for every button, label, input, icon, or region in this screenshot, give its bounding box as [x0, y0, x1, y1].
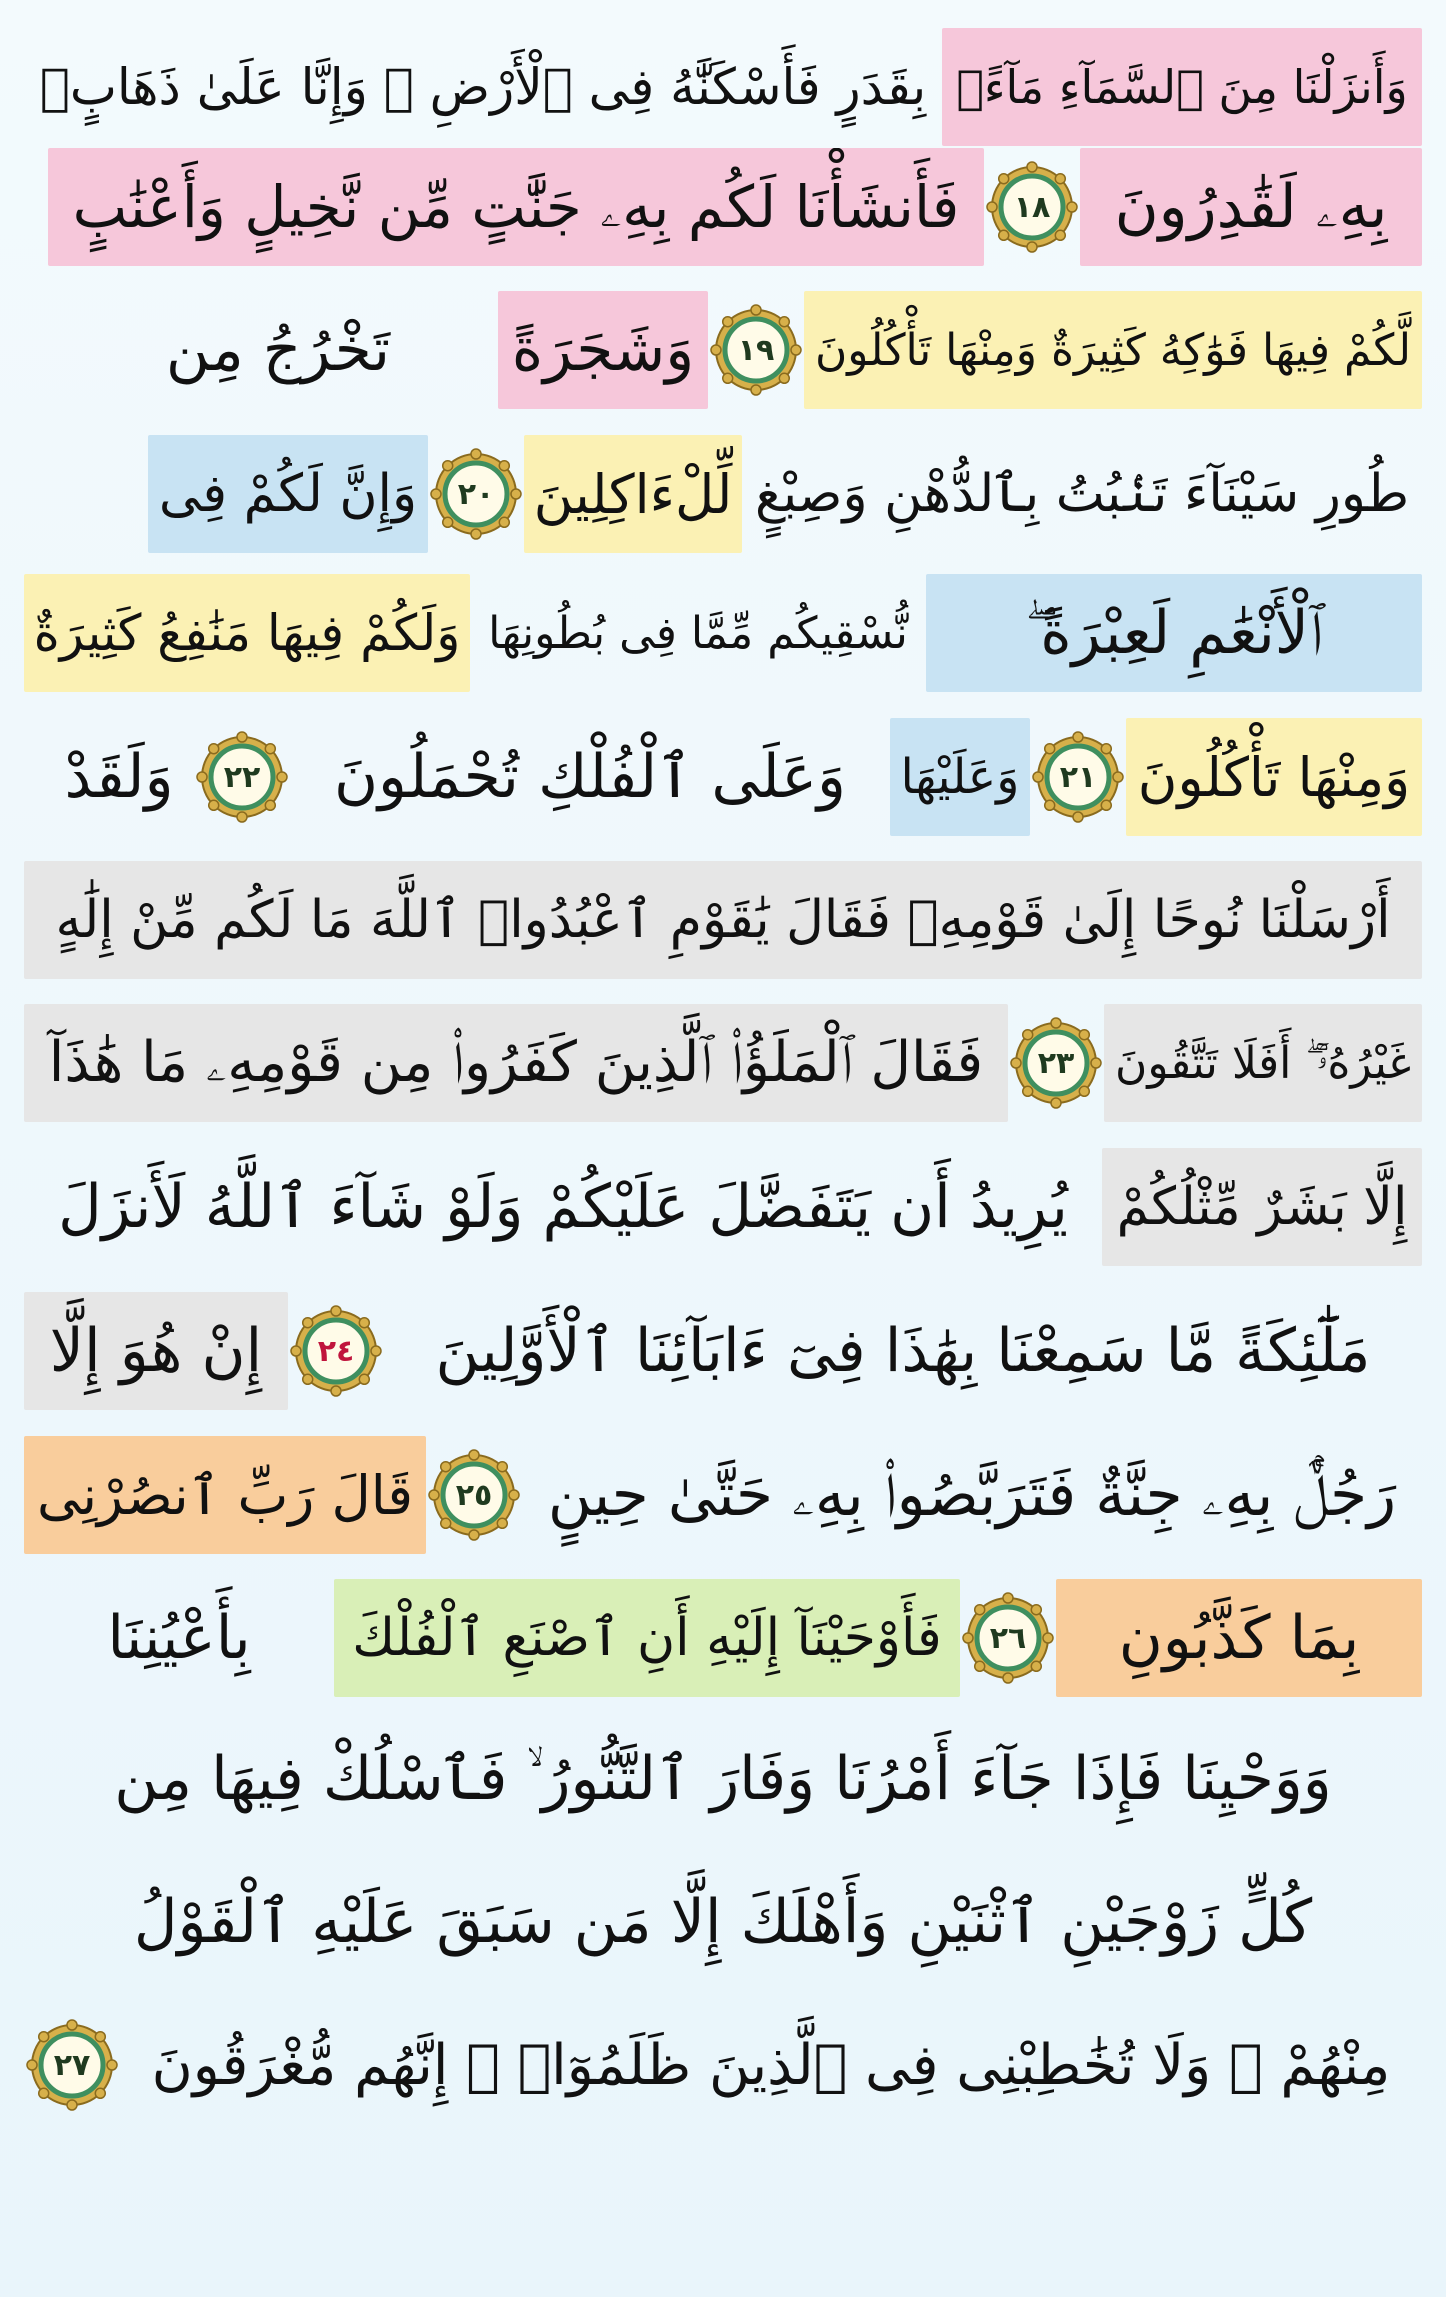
ayah-number-marker	[986, 161, 1078, 253]
ayah-number-marker	[962, 1592, 1054, 1684]
text-line	[24, 283, 1422, 417]
text-line	[24, 1855, 1422, 1989]
verse-text-segment: لَّكُمْ فِيهَا فَوَٰكِهُ كَثِيرَةٌ وَمِنْهَا تَأْكُلُونَ	[804, 291, 1422, 409]
verse-text-segment: وَمِنْهَا تَأْكُلُونَ	[1126, 718, 1422, 836]
verse-text-segment: لِّلْءَاكِلِينَ	[524, 435, 742, 553]
ayah-number-marker	[430, 448, 522, 540]
verse-text-segment: إِنْ هُوَ إِلَّا	[24, 1292, 288, 1410]
text-line	[24, 710, 1422, 844]
ayah-number: ٢٧	[53, 2047, 91, 2083]
text-line	[24, 1712, 1422, 1846]
verse-text-segment: تَخْرُجُ مِن	[165, 315, 391, 385]
ayah-number: ٢٣	[1037, 1045, 1075, 1081]
verse-text-segment: فَأَنشَأْنَا لَكُم بِهِۦ جَنَّٰتٍ مِّن نَّخِيلٍ وَأَعْنَٰبٍ	[48, 148, 984, 266]
verse-text-segment: وَوَحْيِنَا فَإِذَا جَآءَ أَمْرُنَا وَفَارَ ٱلتَّنُّورُ ۙ فَٱسْلُكْ فِيهَا مِن	[114, 1744, 1332, 1814]
text-line	[24, 1428, 1422, 1562]
text-line	[24, 20, 1422, 154]
verse-text-segment: وَأَنزَلْنَا مِنَ ٱلسَّمَآءِ مَآءًۢ	[942, 28, 1422, 146]
text-line	[24, 1571, 1422, 1705]
text-line	[24, 140, 1422, 274]
ayah-number-marker	[710, 304, 802, 396]
verse-text-segment: بِهِۦ لَقَٰدِرُونَ	[1080, 148, 1422, 266]
verse-text-segment: وَلَقَدْ	[64, 742, 174, 812]
verse-text-segment: يُرِيدُ أَن يَتَفَضَّلَ عَلَيْكُمْ وَلَوْ شَآءَ ٱللَّهُ لَأَنزَلَ	[58, 1172, 1068, 1242]
ayah-number-marker	[428, 1449, 520, 1541]
verse-text-segment: أَرْسَلْنَا نُوحًا إِلَىٰ قَوْمِهِۦ فَقَالَ يَٰقَوْمِ ٱعْبُدُوا۟ ٱللَّهَ مَا لَكُم مِّنْ إِلَٰهٍ	[24, 861, 1422, 979]
verse-text-segment: بِمَا كَذَّبُونِ	[1056, 1579, 1422, 1697]
verse-text-segment: وَشَجَرَةً	[498, 291, 708, 409]
ayah-number: ٢٠	[457, 476, 495, 512]
ayah-number: ٢٥	[455, 1477, 493, 1513]
ayah-number-marker	[1032, 731, 1124, 823]
ayah-number: ٢٢	[223, 759, 261, 795]
verse-text-segment: غَيْرُهُۥٓ ۖ أَفَلَا تَتَّقُونَ	[1104, 1004, 1422, 1122]
text-line	[24, 1284, 1422, 1418]
ayah-number-marker	[1010, 1017, 1102, 1109]
verse-text-segment: كُلٍّ زَوْجَيْنِ ٱثْنَيْنِ وَأَهْلَكَ إِلَّا مَن سَبَقَ عَلَيْهِ ٱلْقَوْلُ	[133, 1887, 1313, 1957]
verse-text-segment: نُّسْقِيكُم مِّمَّا فِى بُطُونِهَا	[488, 607, 908, 659]
text-line	[24, 853, 1422, 987]
ayah-number: ٢٤	[317, 1333, 355, 1369]
verse-text-segment: بِأَعْيُنِنَا	[107, 1603, 251, 1673]
text-line	[24, 427, 1422, 561]
verse-text-segment: إِلَّا بَشَرٌ مِّثْلُكُمْ	[1102, 1148, 1422, 1266]
verse-text-segment: ٱلْأَنْعَٰمِ لَعِبْرَةً ۖ	[926, 574, 1422, 692]
ayah-number-marker	[290, 1305, 382, 1397]
text-line	[24, 1140, 1422, 1274]
text-line	[24, 566, 1422, 700]
verse-text-segment: بِقَدَرٍ فَأَسْكَنَّٰهُ فِى ٱلْأَرْضِ ۖ وَإِنَّا عَلَىٰ ذَهَابٍۭ	[39, 58, 927, 116]
text-line	[24, 1998, 1422, 2132]
verse-text-segment: فَقَالَ ٱلْمَلَؤُا۟ ٱلَّذِينَ كَفَرُوا۟ مِن قَوْمِهِۦ مَا هَٰذَآ	[24, 1004, 1008, 1122]
ayah-number-marker	[196, 731, 288, 823]
verse-text-segment: مِنْهُمْ ۖ وَلَا تُخَٰطِبْنِى فِى ٱلَّذِينَ ظَلَمُوٓا۟ ۖ إِنَّهُم مُّغْرَقُونَ	[151, 2032, 1391, 2098]
ayah-number: ٢١	[1059, 759, 1097, 795]
ayah-number: ٢٦	[989, 1620, 1027, 1656]
ayah-number: ١٩	[737, 332, 775, 368]
text-line	[24, 996, 1422, 1130]
ayah-number-marker	[26, 2019, 118, 2111]
verse-text-segment: طُورِ سَيْنَآءَ تَنۢبُتُ بِٱلدُّهْنِ وَصِبْغٍ	[754, 464, 1410, 524]
verse-text-segment: رَجُلٌۢ بِهِۦ جِنَّةٌ فَتَرَبَّصُوا۟ بِهِۦ حَتَّىٰ حِينٍ	[547, 1460, 1397, 1530]
verse-text-segment: قَالَ رَبِّ ٱنصُرْنِى	[24, 1436, 426, 1554]
ayah-number: ١٨	[1013, 189, 1051, 225]
verse-text-segment: مَلَٰٓئِكَةً مَّا سَمِعْنَا بِهَٰذَا فِىٓ ءَابَآئِنَا ٱلْأَوَّلِينَ	[435, 1316, 1371, 1386]
verse-text-segment: وَعَلَيْهَا	[890, 718, 1030, 836]
verse-text-segment: وَإِنَّ لَكُمْ فِى	[148, 435, 428, 553]
verse-text-segment: وَعَلَى ٱلْفُلْكِ تُحْمَلُونَ	[333, 742, 847, 812]
verse-text-segment: فَأَوْحَيْنَآ إِلَيْهِ أَنِ ٱصْنَعِ ٱلْفُلْكَ	[334, 1579, 960, 1697]
verse-text-segment: وَلَكُمْ فِيهَا مَنَٰفِعُ كَثِيرَةٌ	[24, 574, 470, 692]
